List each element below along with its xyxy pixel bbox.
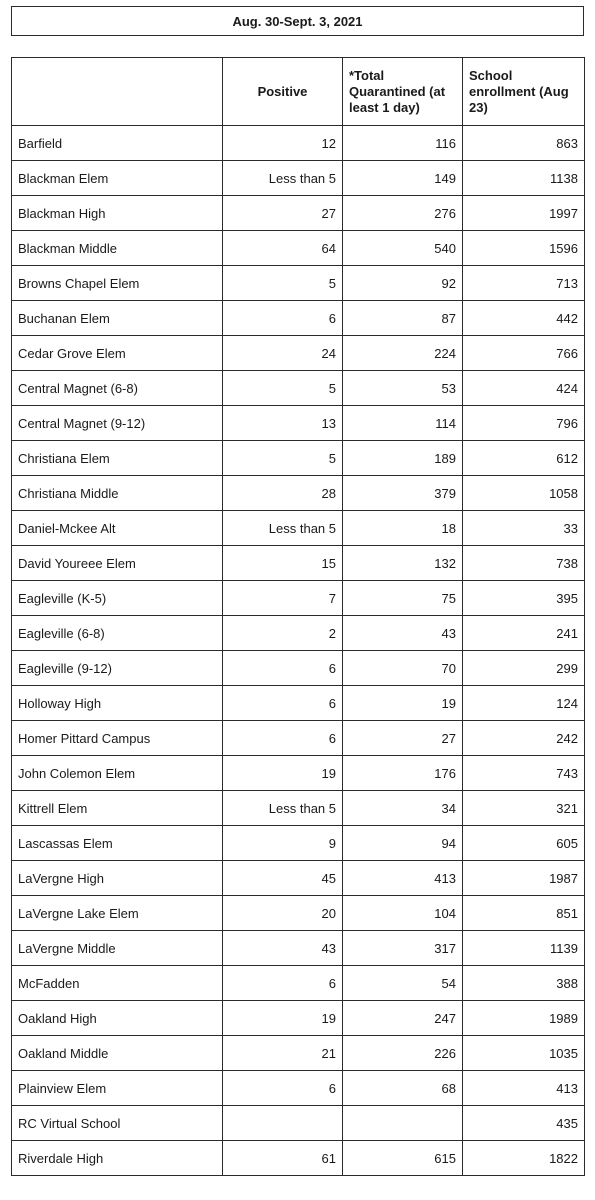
cell-quarantined: 27: [343, 721, 463, 756]
cell-enrollment: 1035: [463, 1036, 585, 1071]
cell-quarantined: 224: [343, 336, 463, 371]
cell-enrollment: 612: [463, 441, 585, 476]
cell-positive: [223, 1106, 343, 1141]
cell-school-name: Buchanan Elem: [12, 301, 223, 336]
table-row: [12, 546, 585, 581]
cell-school-name: Oakland High: [12, 1001, 223, 1036]
cell-quarantined: 276: [343, 196, 463, 231]
cell-school-name: Browns Chapel Elem: [12, 266, 223, 301]
table-row: [12, 511, 585, 546]
table-row: [12, 126, 585, 161]
table-row: [12, 231, 585, 266]
cell-enrollment: 851: [463, 896, 585, 931]
cell-quarantined: 317: [343, 931, 463, 966]
cell-school-name: LaVergne High: [12, 861, 223, 896]
cell-quarantined: 18: [343, 511, 463, 546]
cell-enrollment: 1997: [463, 196, 585, 231]
cell-positive: 27: [223, 196, 343, 231]
table-row: [12, 1001, 585, 1036]
cell-school-name: Blackman Middle: [12, 231, 223, 266]
cell-school-name: Oakland Middle: [12, 1036, 223, 1071]
cell-enrollment: 442: [463, 301, 585, 336]
cell-quarantined: 104: [343, 896, 463, 931]
cell-school-name: LaVergne Lake Elem: [12, 896, 223, 931]
table-row: [12, 721, 585, 756]
cell-school-name: Holloway High: [12, 686, 223, 721]
table-row: [12, 651, 585, 686]
cell-school-name: LaVergne Middle: [12, 931, 223, 966]
cell-positive: Less than 5: [223, 511, 343, 546]
cell-quarantined: 68: [343, 1071, 463, 1106]
cell-quarantined: 540: [343, 231, 463, 266]
cell-school-name: Christiana Middle: [12, 476, 223, 511]
cell-enrollment: 321: [463, 791, 585, 826]
cell-positive: 20: [223, 896, 343, 931]
table-row: [12, 196, 585, 231]
cell-enrollment: 124: [463, 686, 585, 721]
cell-enrollment: 424: [463, 371, 585, 406]
table-row: [12, 931, 585, 966]
cell-positive: 15: [223, 546, 343, 581]
cell-positive: 6: [223, 1071, 343, 1106]
cell-positive: 45: [223, 861, 343, 896]
cell-enrollment: 388: [463, 966, 585, 1001]
cell-quarantined: 19: [343, 686, 463, 721]
cell-quarantined: [343, 1106, 463, 1141]
cell-quarantined: 43: [343, 616, 463, 651]
cell-school-name: David Youreee Elem: [12, 546, 223, 581]
cell-positive: Less than 5: [223, 161, 343, 196]
cell-enrollment: 33: [463, 511, 585, 546]
cell-quarantined: 92: [343, 266, 463, 301]
table-row: [12, 896, 585, 931]
table-row: [12, 336, 585, 371]
cell-positive: 61: [223, 1141, 343, 1176]
table-row: [12, 826, 585, 861]
cell-school-name: Cedar Grove Elem: [12, 336, 223, 371]
cell-quarantined: 176: [343, 756, 463, 791]
cell-positive: 5: [223, 441, 343, 476]
cell-quarantined: 54: [343, 966, 463, 1001]
cell-positive: 6: [223, 651, 343, 686]
header-enrollment: School enrollment (Aug 23): [463, 58, 585, 126]
cell-enrollment: 766: [463, 336, 585, 371]
table-row: [12, 686, 585, 721]
report-title: [11, 6, 584, 36]
header-quarantined: *Total Quarantined (at least 1 day): [343, 58, 463, 126]
cell-school-name: Riverdale High: [12, 1141, 223, 1176]
table-row: [12, 371, 585, 406]
cell-enrollment: 605: [463, 826, 585, 861]
table-row: [12, 406, 585, 441]
cell-quarantined: 615: [343, 1141, 463, 1176]
table-body: [12, 126, 585, 1176]
cell-quarantined: 116: [343, 126, 463, 161]
table-row: [12, 1141, 585, 1176]
cell-positive: 43: [223, 931, 343, 966]
cell-positive: 6: [223, 966, 343, 1001]
table-row: [12, 861, 585, 896]
cell-school-name: Plainview Elem: [12, 1071, 223, 1106]
cell-enrollment: 738: [463, 546, 585, 581]
table-row: [12, 266, 585, 301]
cell-school-name: John Colemon Elem: [12, 756, 223, 791]
cell-enrollment: 413: [463, 1071, 585, 1106]
cell-positive: 21: [223, 1036, 343, 1071]
cell-positive: 6: [223, 721, 343, 756]
cell-enrollment: 1138: [463, 161, 585, 196]
cell-positive: 2: [223, 616, 343, 651]
cell-positive: 12: [223, 126, 343, 161]
cell-quarantined: 149: [343, 161, 463, 196]
cell-school-name: McFadden: [12, 966, 223, 1001]
table-row: [12, 1071, 585, 1106]
cell-positive: 9: [223, 826, 343, 861]
cell-positive: 5: [223, 266, 343, 301]
table-row: [12, 581, 585, 616]
cell-enrollment: 743: [463, 756, 585, 791]
cell-positive: 7: [223, 581, 343, 616]
cell-school-name: Eagleville (K-5): [12, 581, 223, 616]
cell-school-name: Central Magnet (9-12): [12, 406, 223, 441]
cell-school-name: Lascassas Elem: [12, 826, 223, 861]
cell-enrollment: 242: [463, 721, 585, 756]
cell-school-name: Eagleville (6-8): [12, 616, 223, 651]
cell-enrollment: 1139: [463, 931, 585, 966]
cell-school-name: Central Magnet (6-8): [12, 371, 223, 406]
table-row: [12, 1036, 585, 1071]
cell-quarantined: 75: [343, 581, 463, 616]
cell-enrollment: 863: [463, 126, 585, 161]
cell-enrollment: 1989: [463, 1001, 585, 1036]
cell-school-name: Kittrell Elem: [12, 791, 223, 826]
table-header-row: [12, 58, 585, 126]
cell-positive: Less than 5: [223, 791, 343, 826]
cell-positive: 28: [223, 476, 343, 511]
cell-quarantined: 379: [343, 476, 463, 511]
header-positive: Positive: [223, 58, 343, 126]
cell-school-name: Blackman High: [12, 196, 223, 231]
cell-positive: 24: [223, 336, 343, 371]
cell-quarantined: 70: [343, 651, 463, 686]
cell-school-name: Christiana Elem: [12, 441, 223, 476]
cell-school-name: Barfield: [12, 126, 223, 161]
cell-quarantined: 247: [343, 1001, 463, 1036]
header-school: [12, 58, 223, 126]
cell-enrollment: 1596: [463, 231, 585, 266]
cell-positive: 64: [223, 231, 343, 266]
table-row: [12, 441, 585, 476]
cell-positive: 19: [223, 1001, 343, 1036]
cell-quarantined: 53: [343, 371, 463, 406]
cell-enrollment: 1058: [463, 476, 585, 511]
cell-enrollment: 241: [463, 616, 585, 651]
cell-school-name: RC Virtual School: [12, 1106, 223, 1141]
cell-positive: 13: [223, 406, 343, 441]
cell-quarantined: 87: [343, 301, 463, 336]
cell-positive: 5: [223, 371, 343, 406]
cell-quarantined: 226: [343, 1036, 463, 1071]
cell-positive: 6: [223, 686, 343, 721]
cell-school-name: Daniel-Mckee Alt: [12, 511, 223, 546]
report-title-text: Aug. 30-Sept. 3, 2021: [232, 13, 363, 29]
table-row: [12, 476, 585, 511]
table-row: [12, 966, 585, 1001]
cell-quarantined: 34: [343, 791, 463, 826]
cell-quarantined: 114: [343, 406, 463, 441]
table-row: [12, 791, 585, 826]
cell-school-name: Eagleville (9-12): [12, 651, 223, 686]
cell-enrollment: 713: [463, 266, 585, 301]
table-row: [12, 301, 585, 336]
table-row: [12, 161, 585, 196]
cell-enrollment: 1822: [463, 1141, 585, 1176]
cell-enrollment: 299: [463, 651, 585, 686]
cell-school-name: Blackman Elem: [12, 161, 223, 196]
cell-enrollment: 1987: [463, 861, 585, 896]
cell-positive: 19: [223, 756, 343, 791]
cell-school-name: Homer Pittard Campus: [12, 721, 223, 756]
school-cases-table: [11, 57, 585, 1176]
cell-quarantined: 94: [343, 826, 463, 861]
cell-quarantined: 132: [343, 546, 463, 581]
cell-enrollment: 435: [463, 1106, 585, 1141]
table-row: [12, 756, 585, 791]
cell-quarantined: 189: [343, 441, 463, 476]
table-row: [12, 1106, 585, 1141]
cell-enrollment: 395: [463, 581, 585, 616]
cell-enrollment: 796: [463, 406, 585, 441]
cell-quarantined: 413: [343, 861, 463, 896]
table-row: [12, 616, 585, 651]
cell-positive: 6: [223, 301, 343, 336]
